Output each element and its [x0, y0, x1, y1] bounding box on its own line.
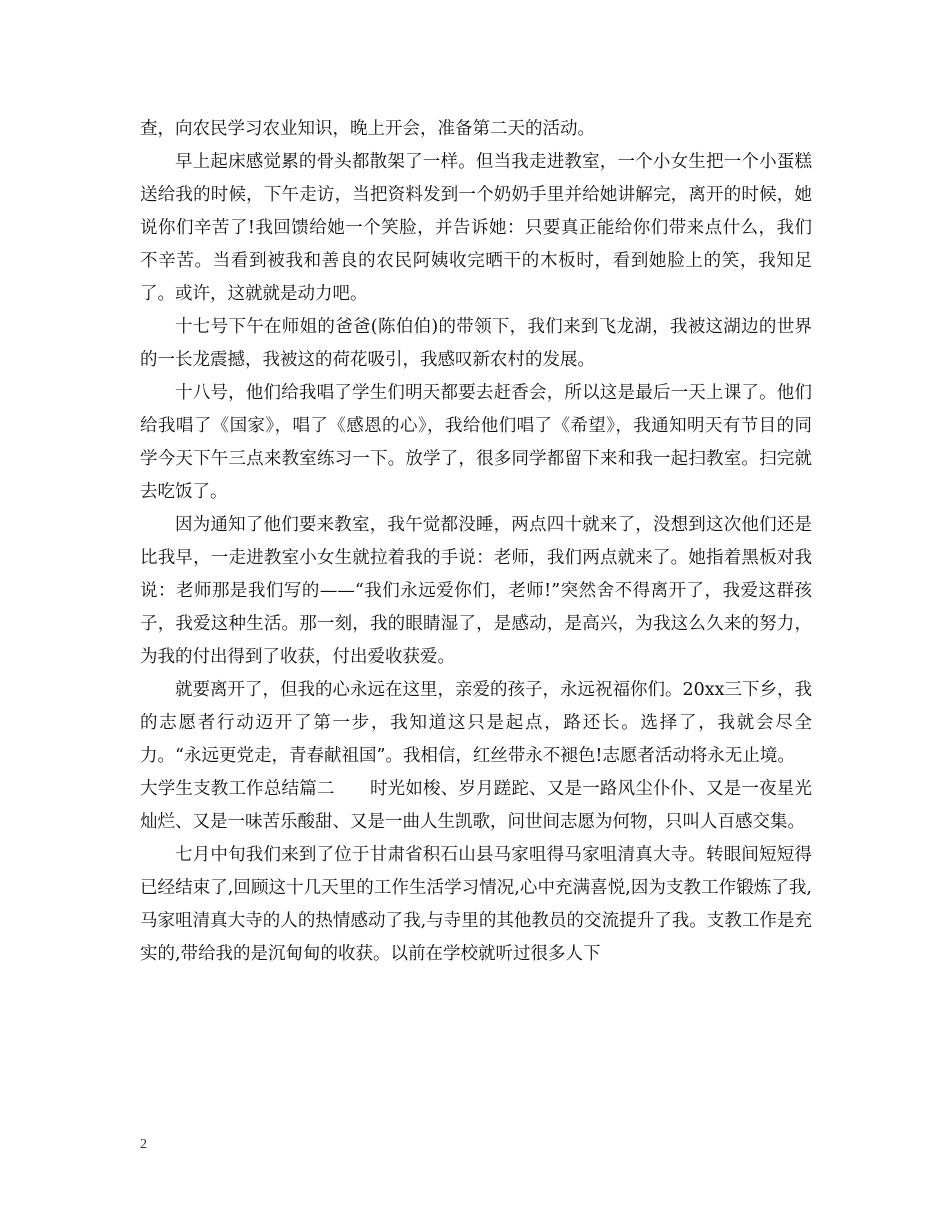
paragraph-8: 七月中旬我们来到了位于甘肃省积石山县马家咀得马家咀清真大寺。转眼间短短得已经结束了,回顾这十几天里的工作生活学习情况,心中充满喜悦,因为支教工作锻炼了我, 马家咀清真大寺的人的热情感动了我,与寺里的其他教员的交流提升了我。支教工作是充实的,带给我的是沉甸甸的收获。以前在学校就听过很多人下 — [140, 845, 812, 964]
page-number: 2 — [140, 1137, 147, 1152]
paragraph-3: 十七号下午在师姐的爸爸(陈伯伯)的带领下，我们来到飞龙湖，我被这湖边的世界的一长龙震撼，我被这的荷花吸引，我感叹新农村的发展。 — [140, 317, 812, 370]
paragraph-1: 查，向农民学习农业知识，晚上开会，准备第二天的活动。 — [140, 119, 595, 139]
document-body — [140, 113, 812, 971]
paragraph-4: 十八号，他们给我唱了学生们明天都要去赶香会，所以这是最后一天上课了。他们给我唱了《国家》，唱了《感恩的心》，我给他们唱了《希望》，我通知明天有节目的同学今天下午三点来教室练习一下。放学了，很多同学都留下来和我一起扫教室。扫完就去吃饭了。 — [140, 383, 812, 502]
paragraph-6: 就要离开了，但我的心永远在这里，亲爱的孩子，永远祝福你们。20xx三下乡，我的志愿者行动迈开了第一步，我知道这只是起点，路还长。选择了，我就会尽全力。“永远更党走，青春献祖国”。我相信，红丝带永不褪色!志愿者活动将永无止境。 — [140, 680, 813, 766]
paragraph-5: 因为通知了他们要来教室，我午觉都没睡，两点四十就来了，没想到这次他们还是比我早，一走进教室小女生就拉着我的手说：老师，我们两点就来了。她指着黑板对我说：老师那是我们写的——“我们永远爱你们，老师!”突然舍不得离开了，我爱这群孩子，我爱这种生活。那一刻，我的眼睛湿了，是感动，是高兴，为我这么久来的努力，为我的付出得到了收获，付出爱收获爱。 — [140, 515, 812, 667]
section-heading-paragraph: 大学生支教工作总结篇二 时光如梭、岁月蹉跎、又是一路风尘仆仆、又是一夜星光灿烂、又是一味苦乐酸甜、又是一曲人生凯歌，问世间志愿为何物，只叫人百感交集。 — [140, 779, 812, 832]
paragraph-2: 早上起床感觉累的骨头都散架了一样。但当我走进教室，一个小女生把一个小蛋糕送给我的时候，下午走访，当把资料发到一个奶奶手里并给她讲解完，离开的时候，她说你们辛苦了!我回馈给她一个笑脸，并告诉她：只要真正能给你们带来点什么，我们不辛苦。当看到被我和善良的农民阿姨收完晒干的木板时，看到她脸上的笑，我知足了。或许，这就就是动力吧。 — [140, 152, 812, 304]
